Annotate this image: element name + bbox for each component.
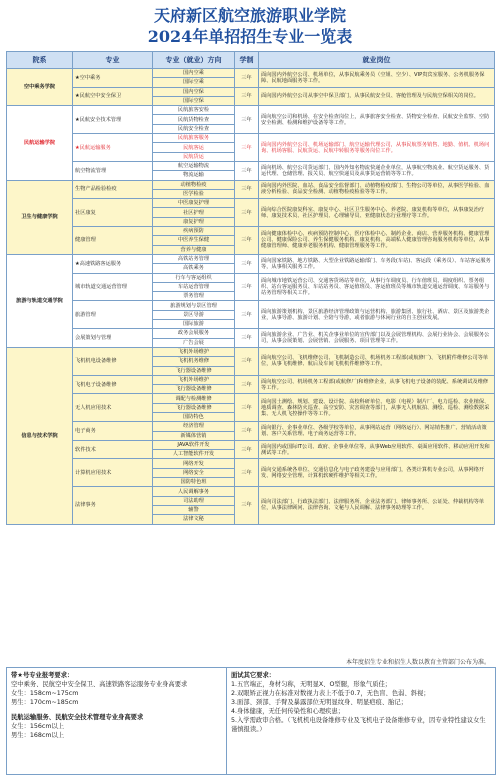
- height-requirements: [7, 668, 227, 774]
- interview-item: 1.五官端正，身材匀称，无明显X、O型腿，形象气质佳；: [231, 681, 392, 688]
- length-cell: 三年: [235, 375, 259, 394]
- table-row: [7, 87, 495, 96]
- interview-item: 4.身体健康，无任何传染性和心理疾患；: [231, 708, 345, 715]
- jobs-cell: 面向国内外医院、血站、食品安全监督部门、动植物检疫部门、生物公司等单位，从事医学检验、血液分析检验、食品安全检测、动植物检疫检验等等工作。: [259, 180, 495, 199]
- height-line: 女生：156cm以上: [11, 723, 65, 730]
- header-length: 学制: [235, 52, 259, 69]
- requirements-box: [6, 667, 496, 775]
- table-row: [7, 134, 495, 143]
- length-cell: 三年: [235, 440, 259, 459]
- major-cell: 航空物流管理: [73, 161, 153, 180]
- table-row: [7, 375, 495, 384]
- jobs-cell: 面向健康体检中心、疾病预防控制中心、医疗体检中心、制药企业、商店、营养服务机构、健康管理公司、健康保险公司、养生保健服务机构、康复机构、高端私人健康管理咨询服务机构等单位，从事健康管理师、健康养老服务机构、健康管理服务等工作。: [259, 227, 495, 255]
- direction-cell: 经济管理: [153, 422, 235, 431]
- direction-cell: 飞机外场维护: [153, 375, 235, 384]
- jobs-cell: 面向国内或国际IT公司、政府、企事业单位等，从事Web应用软件、桌面应用软件、移动应用开发和测试等工作。: [259, 440, 495, 459]
- direction-cell: 医学检验: [153, 189, 235, 198]
- interview-title: 面试其它要求：: [231, 672, 276, 679]
- direction-cell: 网络安全: [153, 468, 235, 477]
- direction-cell: 社区护理: [153, 208, 235, 217]
- direction-cell: 行车与客运组织: [153, 273, 235, 282]
- table-row: [7, 180, 495, 189]
- table-row: [7, 347, 495, 356]
- length-cell: 三年: [235, 487, 259, 524]
- dept-cell: 空中乘务学院: [7, 69, 73, 106]
- interview-item: 5.入学需政审合格。（飞机机电设备维修专业及飞机电子设备维修专业，因专业特性建议女生谨慎报读。）: [231, 717, 486, 733]
- direction-cell: 物流运输: [153, 171, 235, 180]
- dept-cell: 卫生与健康学院: [7, 180, 73, 254]
- table-row: [7, 301, 495, 310]
- length-cell: 三年: [235, 347, 259, 375]
- major-cell: 社区康复: [73, 199, 153, 227]
- direction-cell: 中医康复护理: [153, 199, 235, 208]
- dept-cell: 信息与技术学院: [7, 347, 73, 524]
- major-cell: 会展策划与管理: [73, 329, 153, 348]
- jobs-cell: 面向交通系统各单位、交通信息化与电子政务建设与应用部门，各类计算机专业公司，从事网络开发、网络安全管理、计算机软硬件维护等相关工作。: [259, 459, 495, 487]
- length-cell: 三年: [235, 199, 259, 227]
- jobs-cell: 面向旅游策划机构、景区旅游经济管理政策与运营机构、旅游集团、旅行社、酒店、景区及旅游类企业，从事导游、旅游计划、全陪与导游，或者旅游与休闲行业的自主创业发展。: [259, 301, 495, 329]
- interview-requirements: [227, 668, 495, 774]
- jobs-cell: 面向国内外航空公司从事空中保卫部门，从事民航安全员、客舱管理及与民航空保相关的岗位。: [259, 87, 495, 106]
- length-cell: 三年: [235, 106, 259, 134]
- jobs-cell: 面向机场、航空公司货运部门、国内外知名物流快递企业单位，从事航空物流业、航空货运服务、货运代理、仓储管理、报关员、航空快递员及从事货运营销等等工作。: [259, 161, 495, 180]
- direction-cell: 民航旅客安检: [153, 106, 235, 115]
- jobs-cell: 面向综合医院康复科室、康复中心、社区卫生服务中心、养老院、康复机构等单位，从事康复治疗师、康复技术员、社区护理员、心理辅导员、亚健康状态行业理疗等工作。: [259, 199, 495, 227]
- direction-cell: 民航旅客服务: [153, 134, 235, 143]
- length-cell: 三年: [235, 254, 259, 273]
- length-cell: 三年: [235, 329, 259, 348]
- height-line: 女生：158cm~175cm: [11, 690, 79, 697]
- major-cell: ★民航空中安全保卫: [73, 87, 153, 106]
- direction-cell: 国际空乘: [153, 78, 235, 87]
- major-cell: 生物产品检验检疫: [73, 180, 153, 199]
- direction-cell: 旅游规划与景区管理: [153, 301, 235, 310]
- major-cell: ★空中乘务: [73, 69, 153, 88]
- table-row: [7, 273, 495, 282]
- table-header-row: [7, 52, 495, 69]
- direction-cell: 飞行器设备维修: [153, 385, 235, 394]
- direction-cell: 国防特色: [153, 412, 235, 421]
- direction-cell: 民航货运: [153, 152, 235, 161]
- direction-cell: 人工智能软件开发: [153, 450, 235, 459]
- table-row: [7, 422, 495, 431]
- direction-cell: 高铁乘务: [153, 264, 235, 273]
- table-row: [7, 227, 495, 236]
- table-row: [7, 394, 495, 403]
- table-row: [7, 254, 495, 263]
- major-cell: ★民航运输服务: [73, 134, 153, 162]
- direction-cell: 国防特色班: [153, 478, 235, 487]
- major-cell: 旅游管理: [73, 301, 153, 329]
- direction-cell: 高铁站务管理: [153, 254, 235, 263]
- direction-cell: 民航客运: [153, 143, 235, 152]
- table-row: [7, 199, 495, 208]
- major-cell: ★民航安全技术管理: [73, 106, 153, 134]
- jobs-cell: 面向国内外航空公司、机场运输部门、航空运输代理公司，从事民航票务销售、地勤、值机、机场问询、机场客服、民航货运、民航中转服务等服务岗位工作。: [259, 134, 495, 162]
- direction-cell: 民航安全检查: [153, 124, 235, 133]
- interview-item: 2.双眼矫正视力在标准对数视力表上不低于0.7，无色盲、色弱、斜视；: [231, 690, 430, 697]
- length-cell: 三年: [235, 69, 259, 88]
- direction-cell: 民航货物检查: [153, 115, 235, 124]
- jobs-cell: 面向国土测绘、规划、建设、设计院、高校科研单位、电影（电视）制片厂、电力巡检、农业植保、地质调查、森林防火巡查、高空安防、灾害调查等部门，从事无人机航拍、测绘、巡检、测绘数据采集、无人机飞控操作等等工作。: [259, 394, 495, 422]
- major-cell: 健康管理: [73, 227, 153, 255]
- major-cell: 飞机电子设备维修: [73, 375, 153, 394]
- table-row: [7, 487, 495, 496]
- direction-cell: 景区导游: [153, 310, 235, 319]
- direction-cell: 调配与检测维修: [153, 394, 235, 403]
- length-cell: 三年: [235, 301, 259, 329]
- length-cell: 三年: [235, 422, 259, 441]
- direction-cell: 营养与健康: [153, 245, 235, 254]
- major-cell: 计算机应用技术: [73, 459, 153, 487]
- height-line: 空中乘务、民航空中安全保卫、高速铁路客运服务专业身高要求: [11, 681, 188, 688]
- direction-cell: 国内空保: [153, 87, 235, 96]
- major-cell: ★高速铁路客运服务: [73, 254, 153, 273]
- direction-cell: 国内空乘: [153, 69, 235, 78]
- dept-cell: 民航运输学院: [7, 106, 73, 180]
- direction-cell: 司法助理: [153, 496, 235, 505]
- direction-cell: 政务会展服务: [153, 329, 235, 338]
- length-cell: 三年: [235, 459, 259, 487]
- major-cell: 法律事务: [73, 487, 153, 524]
- length-cell: 三年: [235, 227, 259, 255]
- height-line: 男生：168cm以上: [11, 732, 65, 739]
- header-major: 专业: [73, 52, 153, 69]
- direction-cell: 国际旅游: [153, 320, 235, 329]
- table-row: [7, 459, 495, 468]
- header-direction: 专业（就业）方向: [153, 52, 235, 69]
- jobs-cell: 面向航空公司、飞机维修公司、飞机制造公司、机场机务工程部(或航修厂)、飞机附件维修公司等单位，从事飞机维修、航后及车间飞机机件维修等工作。: [259, 347, 495, 375]
- height-line: 男生：170cm~185cm: [11, 699, 79, 706]
- length-cell: 三年: [235, 161, 259, 180]
- direction-cell: 国际空保: [153, 96, 235, 105]
- direction-cell: 网络开发: [153, 459, 235, 468]
- table-row: [7, 440, 495, 449]
- direction-cell: 法律文秘: [153, 515, 235, 524]
- major-cell: 城市轨道交通运营管理: [73, 273, 153, 301]
- jobs-cell: 面向城市地铁运营公司、交通客货场站等单位，从事行车调度员、行车值班员、调度组织、票务组织、站台客运服务员、车站站务员、客运值班员、客运值班员等城市轨道交通运营调度、车站服务与站务管理等相关工作。: [259, 273, 495, 301]
- jobs-cell: 面向银行、企事业单位、各级学校等单位，从事网站运营（网络运行）、网站销售推广、营销活动策划、客户关系管理、电子商务运营等工作。: [259, 422, 495, 441]
- jobs-cell: 面向航空公司、机场机务工程部(或航修厂)和维修企业，从事飞机电子设备的装配、系统调试及维修等工作。: [259, 375, 495, 394]
- page-title: 天府新区航空旅游职业学院: [153, 6, 346, 25]
- direction-cell: 人民调解事务: [153, 487, 235, 496]
- jobs-cell: 面向司法部门、行政执法部门、法律服务所、企业法务部门、律师事务所、公证处、仲裁机构等单位，从事法律顾问、法律咨询、文秘与人民调解、法律事务助理等工作。: [259, 487, 495, 524]
- direction-cell: 新媒体营销: [153, 431, 235, 440]
- header-jobs: 就业岗位: [259, 52, 495, 69]
- majors-table: [6, 51, 495, 525]
- table-row: [7, 106, 495, 115]
- jobs-cell: 面向旅游企业、广告业、机关企事业单位的宣传部门以及会展管理机构、会展行业协会、会展服务公司，从事会展策划、会展营销、会展服务、项目管理等工作。: [259, 329, 495, 348]
- table-row: [7, 69, 495, 78]
- jobs-cell: 面向国家铁路、地方铁路、大型企业铁路运输部门、车务段(车站)、客运段（乘务员）、车站客运服务等，从事相关服务工作。: [259, 254, 495, 273]
- length-cell: 三年: [235, 87, 259, 106]
- table-row: [7, 329, 495, 338]
- length-cell: 三年: [235, 394, 259, 422]
- direction-cell: 广告会展: [153, 338, 235, 347]
- direction-cell: 飞行器设备维修: [153, 366, 235, 375]
- direction-cell: 辅警: [153, 505, 235, 514]
- direction-cell: 飞机机务维修: [153, 357, 235, 366]
- direction-cell: 飞行器设备维修: [153, 403, 235, 412]
- length-cell: 三年: [235, 180, 259, 199]
- direction-cell: JAVA软件开发: [153, 440, 235, 449]
- jobs-cell: 面向航空公司和机场、在安全检查岗位上，从事旅客安全检查、货物安全检查、民航安全监察、空防安全检测、检测和维护设备等等工作。: [259, 106, 495, 134]
- direction-cell: 中医养生保健: [153, 236, 235, 245]
- direction-cell: 航空运输物流: [153, 161, 235, 170]
- dept-cell: 旅游与轨道交通学院: [7, 254, 73, 347]
- header-dept: 院系: [7, 52, 73, 69]
- major-cell: 飞机机电设备维修: [73, 347, 153, 375]
- table-body: [7, 69, 495, 525]
- table-row: [7, 161, 495, 170]
- length-cell: 三年: [235, 273, 259, 301]
- page-subtitle: 2024年单招招生专业一览表: [147, 27, 353, 46]
- height-title-2: 民航运输服务、民航安全技术管理专业身高要求: [11, 714, 144, 721]
- direction-cell: 票务管理: [153, 292, 235, 301]
- major-cell: 软件技术: [73, 440, 153, 459]
- direction-cell: 车站运营管理: [153, 282, 235, 291]
- interview-item: 3.面部、颈部、手臂及暴露部位无明显纹身、明显疤痕、胎记；: [231, 699, 408, 706]
- major-cell: 无人机应用技术: [73, 394, 153, 422]
- table-footnote: 本年度招生专业和招生人数以教育主管部门公布为准。: [345, 659, 490, 666]
- length-cell: 三年: [235, 134, 259, 162]
- direction-cell: 动植物检疫: [153, 180, 235, 189]
- direction-cell: 康复护理: [153, 217, 235, 226]
- direction-cell: 疾病预防: [153, 227, 235, 236]
- height-title-1: 带★号专业报考要求：: [11, 672, 74, 679]
- jobs-cell: 面向国内外航空公司、机场单位，从事民航乘务员（空姐、空少）、VIP贵宾室服务、公务机服务保障、民航地面服务等工作。: [259, 69, 495, 88]
- major-cell: 电子商务: [73, 422, 153, 441]
- direction-cell: 飞机外场维护: [153, 347, 235, 356]
